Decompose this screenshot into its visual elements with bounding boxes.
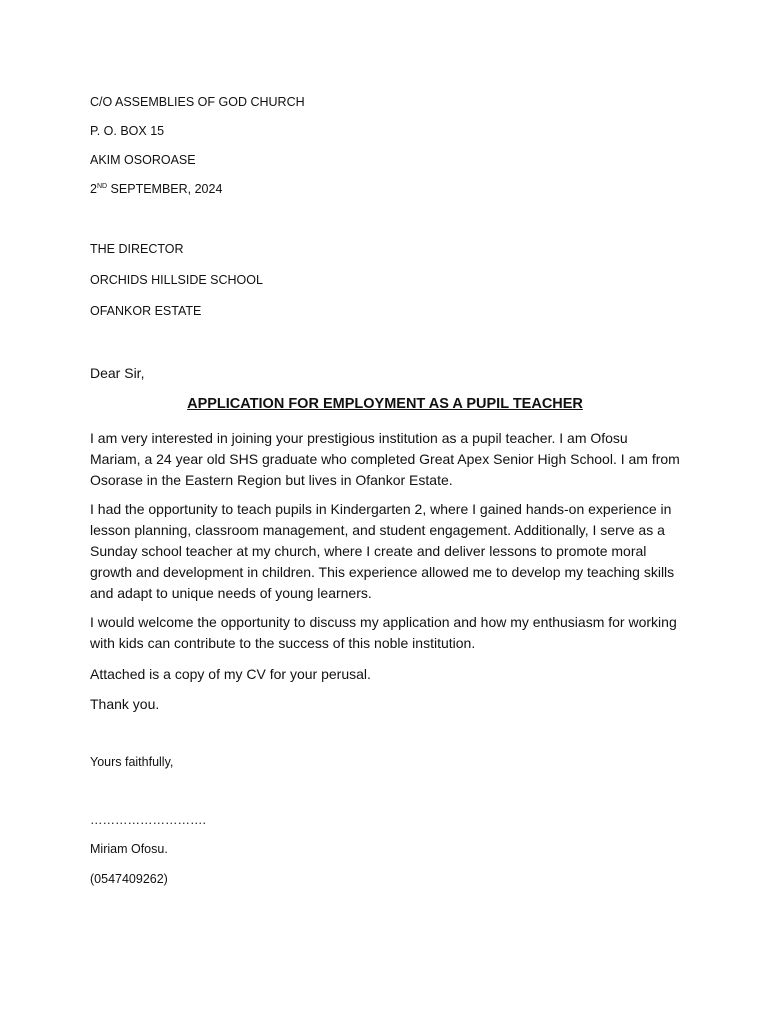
date-month-year: SEPTEMBER, 2024 (107, 182, 223, 196)
recipient-line-1: THE DIRECTOR (90, 242, 184, 256)
recipient-line-2: ORCHIDS HILLSIDE SCHOOL (90, 273, 263, 287)
valediction: Yours faithfully, (90, 755, 174, 769)
signatory-phone: (0547409262) (90, 872, 168, 886)
signatory-name: Miriam Ofosu. (90, 842, 168, 856)
paragraph-5: Thank you. (90, 696, 160, 712)
signature-line: ………………………. (90, 813, 206, 827)
sender-address-line-1: C/O ASSEMBLIES OF GOD CHURCH (90, 95, 305, 109)
date-ordinal: ND (96, 183, 108, 190)
paragraph-1: I am very interested in joining your prestigious institution as a pupil teacher. I am Ofosu Mariam, a 24 year old SHS graduate who completed Great Apex Senior High School. I am from Osorase in the Eastern Region but lives in Ofankor Estate. (90, 430, 680, 488)
sender-address-line-2: P. O. BOX 15 (90, 124, 165, 138)
salutation: Dear Sir, (90, 365, 145, 381)
letter-title: APPLICATION FOR EMPLOYMENT AS A PUPIL TEACHER (187, 396, 583, 412)
date-day: 2 (90, 182, 97, 196)
recipient-line-3: OFANKOR ESTATE (90, 304, 202, 318)
sender-address-line-3: AKIM OSOROASE (90, 153, 196, 167)
paragraph-2: I had the opportunity to teach pupils in Kindergarten 2, where I gained hands-on experience in lesson planning, classroom management, and student engagement. Additionally, I serve as a Sunday school teacher at my church, where I create and deliver lessons to promote moral growth and development in children. This experience allowed me to develop my teaching skills and adapt to unique needs of young learners. (90, 501, 675, 601)
paragraph-3: I would welcome the opportunity to discuss my application and how my enthusiasm for working with kids can contribute to the success of this noble institution. (90, 614, 677, 651)
paragraph-4: Attached is a copy of my CV for your perusal. (90, 666, 371, 682)
letter-date (90, 182, 222, 196)
